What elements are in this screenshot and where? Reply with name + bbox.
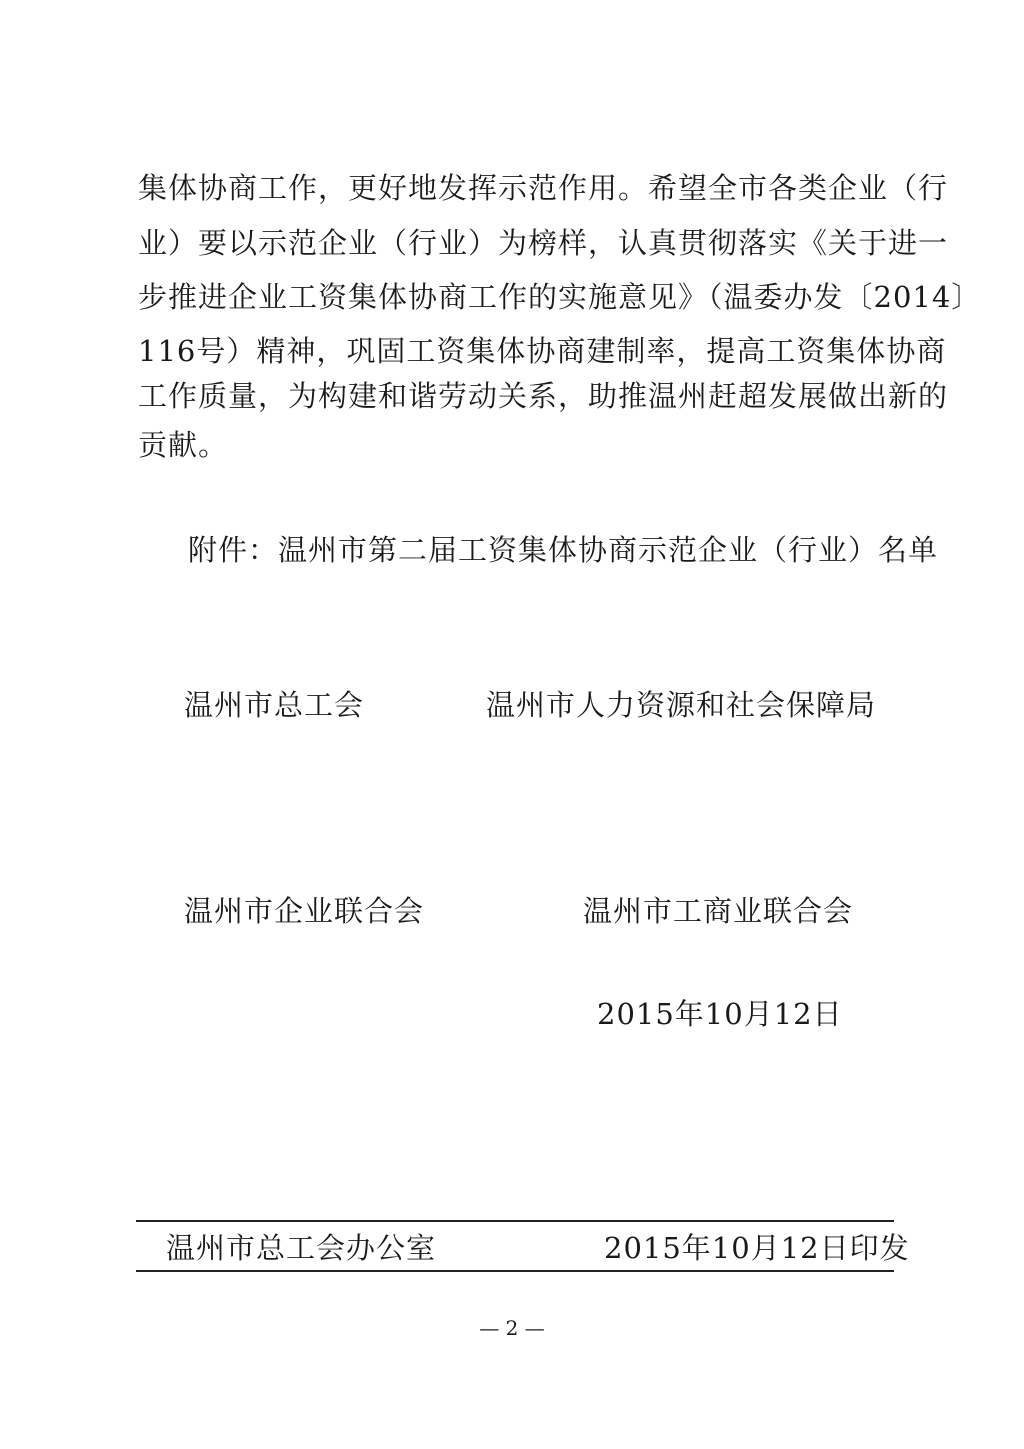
page-number: — 2 — — [479, 1316, 545, 1340]
paragraph-line: 业）要以示范企业（行业）为榜样，认真贯彻落实《关于进一 — [138, 226, 949, 260]
paragraph-line: 步推进企业工资集体协商工作的实施意见》（温委办发〔2014〕 — [138, 280, 982, 314]
signatory-trade-union: 温州市总工会 — [184, 688, 365, 722]
issued-date: 2015年10月12日印发 — [604, 1231, 910, 1265]
paragraph-line: 集体协商工作，更好地发挥示范作用。希望全市各类企业（行 — [138, 171, 949, 205]
paragraph-line: 工作质量，为构建和谐劳动关系，助推温州赶超发展做出新的 — [138, 379, 949, 413]
issuer-office: 温州市总工会办公室 — [166, 1231, 437, 1265]
signatory-hr-bureau: 温州市人力资源和社会保障局 — [486, 688, 877, 722]
signatory-enterprise-federation: 温州市企业联合会 — [184, 894, 425, 928]
top-divider — [136, 1220, 894, 1222]
paragraph-line: 116号）精神，巩固工资集体协商建制率，提高工资集体协商 — [138, 334, 947, 368]
document-date: 2015年10月12日 — [597, 997, 843, 1031]
signatory-commerce-federation: 温州市工商业联合会 — [583, 894, 854, 928]
bottom-divider — [136, 1270, 894, 1272]
paragraph-line: 贡献。 — [138, 428, 229, 462]
attachment-note: 附件：温州市第二届工资集体协商示范企业（行业）名单 — [188, 533, 939, 567]
